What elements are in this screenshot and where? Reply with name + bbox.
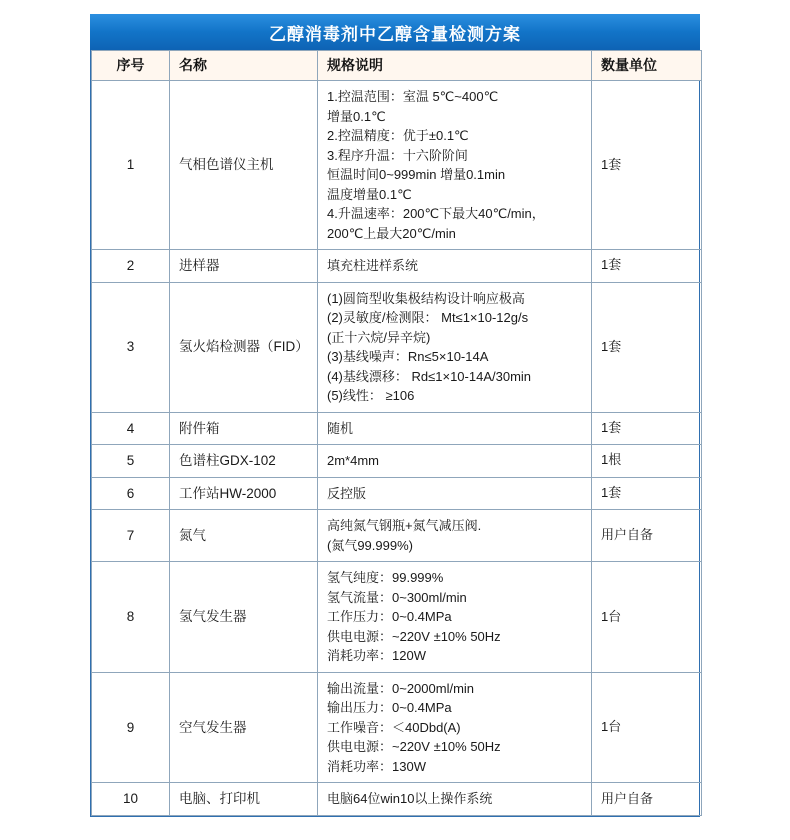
spec-line: 填充柱进样系统 [327,258,419,274]
spec-line: 增量0.1℃ [327,108,386,124]
spec-line: (3)基线噪声：Rn≤5×10-14A [327,349,489,365]
cell-name: 氮气 [170,510,318,562]
cell-index: 6 [92,477,170,510]
spec-line: (4)基线漂移： Rd≤1×10-14A/30min [327,368,532,384]
column-header-index: 序号 [92,51,170,81]
spec-line: 工作压力：0~0.4MPa [327,609,452,625]
cell-spec [318,510,592,562]
spec-line: 工作噪音：＜40Dbd(A) [327,719,461,735]
cell-index: 2 [92,250,170,283]
table-row [92,81,702,250]
cell-index: 10 [92,783,170,816]
table-row [92,783,702,816]
cell-spec [318,562,592,673]
spec-line: (2)灵敏度/检测限： Mt≤1×10-12g/s [327,310,529,326]
cell-name: 氢火焰检测器（FID） [170,282,318,412]
spec-line: 消耗功率：120W [327,648,426,664]
cell-unit: 用户自备 [592,510,702,562]
page-title: 乙醇消毒剂中乙醇含量检测方案 [269,24,521,44]
cell-index: 5 [92,445,170,478]
table-row [92,672,702,783]
cell-name: 空气发生器 [170,672,318,783]
spec-line: 随机 [327,420,354,436]
spec-table [91,50,702,816]
column-header-unit: 数量单位 [592,51,702,81]
cell-index: 3 [92,282,170,412]
cell-spec [318,412,592,445]
spec-line: 2.控温精度：优于±0.1℃ [327,128,469,143]
cell-index: 1 [92,81,170,250]
spec-line: 供电电源：~220V ±10% 50Hz [327,628,501,644]
table-row [92,562,702,673]
cell-unit: 1台 [592,672,702,783]
cell-spec [318,445,592,478]
cell-unit: 1套 [592,250,702,283]
table-row [92,282,702,412]
table-body [92,81,702,816]
spec-line: (正十六烷/异辛烷) [327,329,431,345]
cell-unit: 用户自备 [592,783,702,816]
cell-spec [318,783,592,816]
cell-unit: 1根 [592,445,702,478]
spec-line: 反控版 [327,485,367,501]
spec-line: 氢气纯度：99.999% [327,570,444,586]
cell-name: 电脑、打印机 [170,783,318,816]
cell-unit: 1套 [592,282,702,412]
spec-line: 1.控温范围：室温 5℃~400℃ [327,89,499,104]
table-row [92,250,702,283]
spec-line: 氢气流量：0~300ml/min [327,589,467,605]
spec-table-wrapper [90,50,700,817]
spec-line: 消耗功率：130W [327,758,426,774]
cell-spec [318,81,592,250]
spec-line: 高纯氮气钢瓶+氮气减压阀. [327,518,482,534]
spec-line: 200℃上最大20℃/min [327,225,456,241]
spec-line: 温度增量0.1℃ [327,186,412,202]
table-row [92,510,702,562]
cell-unit: 1套 [592,81,702,250]
table-header-row [92,51,702,81]
cell-name: 工作站HW-2000 [170,477,318,510]
cell-name: 气相色谱仪主机 [170,81,318,250]
cell-name: 色谱柱GDX-102 [170,445,318,478]
table-row [92,412,702,445]
cell-index: 7 [92,510,170,562]
cell-name: 氢气发生器 [170,562,318,673]
cell-spec [318,282,592,412]
spec-line: 供电电源：~220V ±10% 50Hz [327,739,501,755]
cell-spec [318,672,592,783]
cell-spec [318,250,592,283]
spec-line: 3.程序升温：十六阶阶间 [327,147,468,163]
cell-index: 8 [92,562,170,673]
table-row [92,477,702,510]
cell-name: 附件箱 [170,412,318,445]
cell-unit: 1套 [592,477,702,510]
cell-name: 进样器 [170,250,318,283]
table-header [92,51,702,81]
spec-line: 恒温时间0~999min 增量0.1min [327,167,506,182]
spec-line: 输出流量：0~2000ml/min [327,680,475,696]
spec-line: 2m*4mm [327,453,380,469]
table-row [92,445,702,478]
cell-unit: 1台 [592,562,702,673]
cell-unit: 1套 [592,412,702,445]
spec-line: 电脑64位win10以上操作系统 [327,791,493,807]
spec-line: (1)圆筒型收集极结构设计响应极高 [327,290,525,306]
column-header-name: 名称 [170,51,318,81]
cell-spec [318,477,592,510]
cell-index: 4 [92,412,170,445]
spec-line: (氮气99.999%) [327,537,413,553]
spec-line: 输出压力：0~0.4MPa [327,700,452,716]
column-header-spec: 规格说明 [318,51,592,81]
cell-index: 9 [92,672,170,783]
document-title-bar [90,14,700,50]
spec-line: 4.升温速率：200℃下最大40℃/min， [327,206,545,221]
spec-line: (5)线性： ≥106 [327,388,415,404]
